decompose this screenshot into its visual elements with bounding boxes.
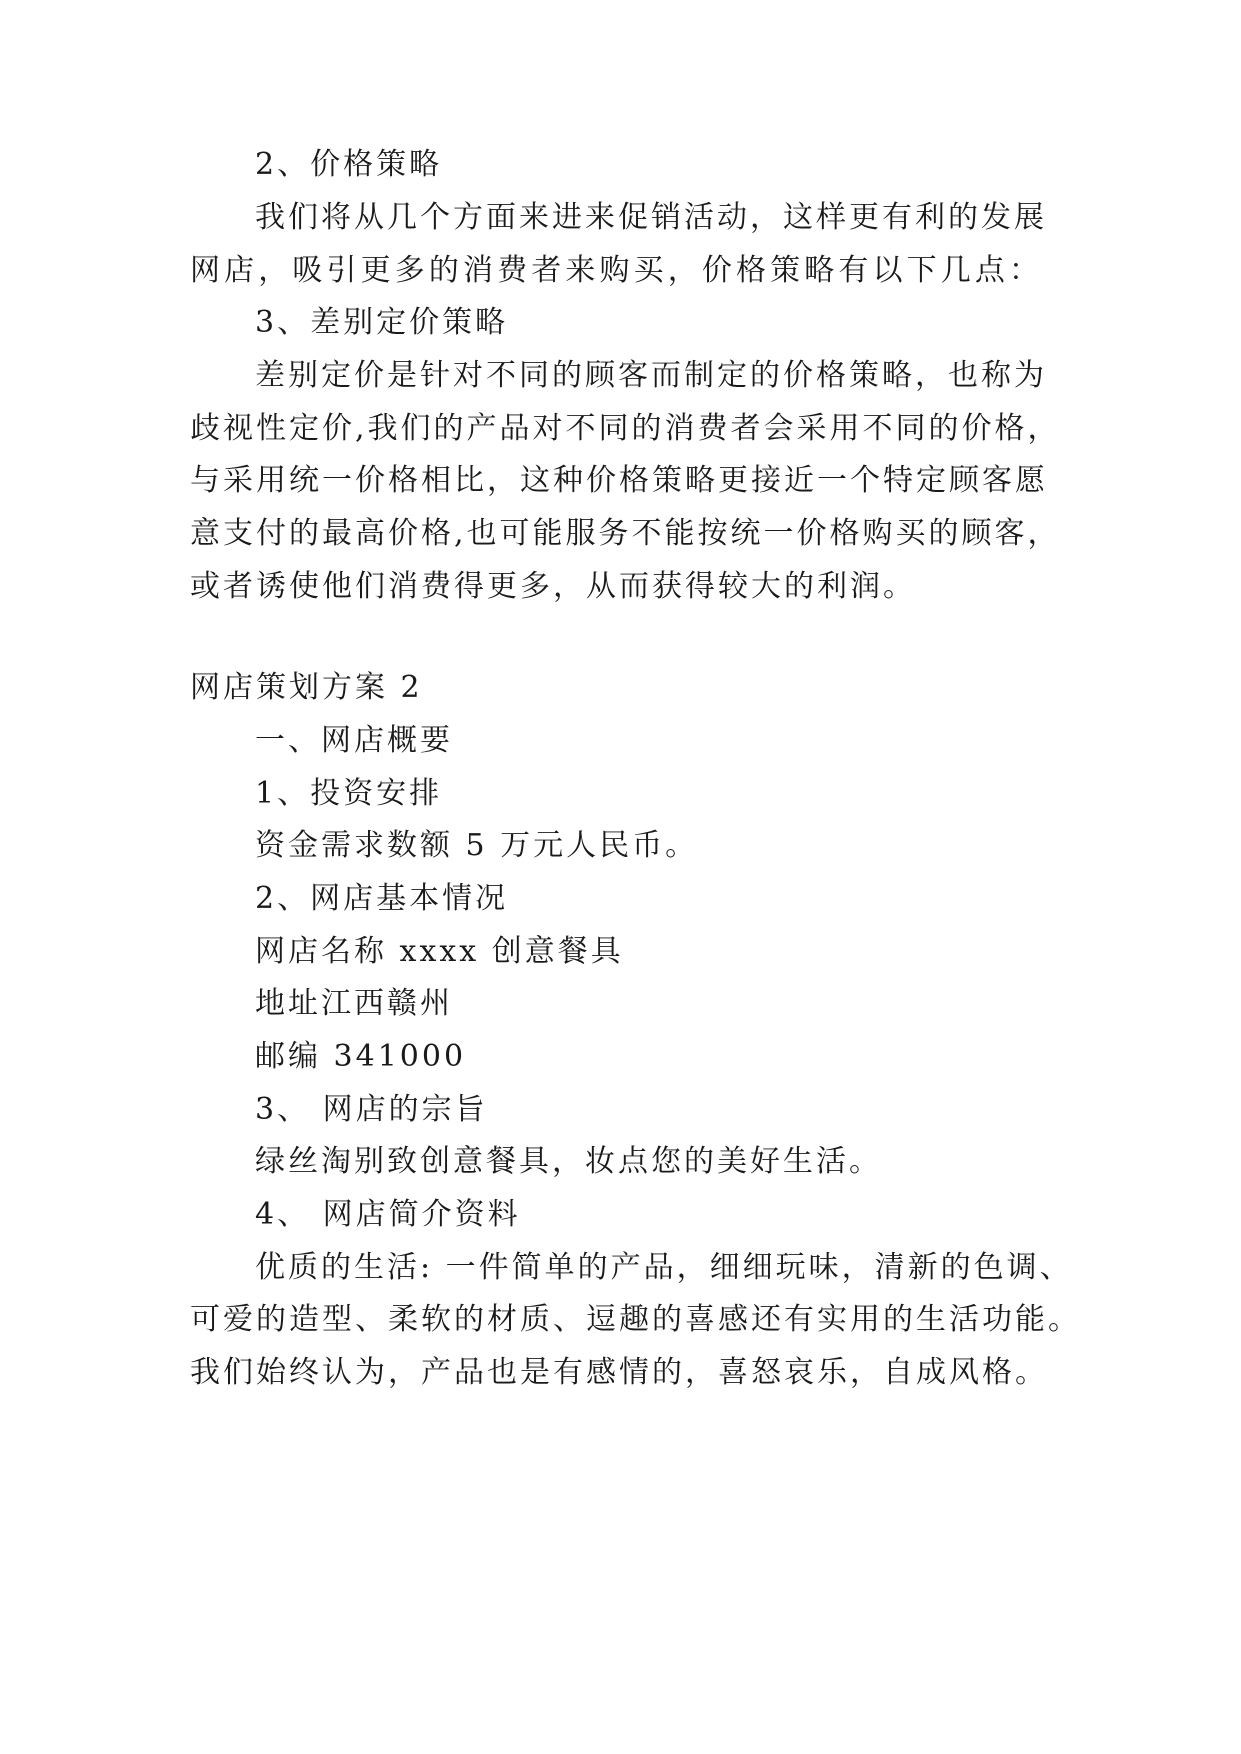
paragraph-line: 网店，吸引更多的消费者来购买，价格策略有以下几点： xyxy=(190,253,1042,288)
heading-differential-pricing: 3、差别定价策略 xyxy=(255,305,509,340)
shop-address: 地址江西赣州 xyxy=(255,986,453,1021)
paragraph-line: 意支付的最高价格,也可能服务不能按统一价格购买的顾客， xyxy=(190,516,1061,551)
heading-basic-info: 2、网店基本情况 xyxy=(255,881,509,916)
paragraph-line: 差别定价是针对不同的顾客而制定的价格策略，也称为 xyxy=(255,358,1047,393)
paragraph-line: 或者诱使他们消费得更多，从而获得较大的利润。 xyxy=(190,569,916,604)
paragraph-line: 歧视性定价,我们的产品对不同的消费者会采用不同的价格， xyxy=(190,411,1061,446)
shop-postcode: 邮编 341000 xyxy=(255,1039,467,1074)
investment-text: 资金需求数额 5 万元人民币。 xyxy=(255,828,699,863)
purpose-text: 绿丝淘别致创意餐具，妆点您的美好生活。 xyxy=(255,1144,882,1179)
paragraph-line: 与采用统一价格相比，这种价格策略更接近一个特定顾客愿 xyxy=(190,463,1048,498)
heading-price-strategy: 2、价格策略 xyxy=(255,147,443,182)
paragraph-line: 可爱的造型、柔软的材质、逗趣的喜感还有实用的生活功能。 xyxy=(190,1302,1081,1337)
section-title: 网店策划方案 2 xyxy=(190,670,423,705)
heading-profile: 4、 网店简介资料 xyxy=(255,1197,521,1232)
heading-purpose: 3、 网店的宗旨 xyxy=(255,1092,488,1127)
paragraph-line: 我们始终认为，产品也是有感情的，喜怒哀乐，自成风格。 xyxy=(190,1355,1048,1390)
heading-overview: 一、网店概要 xyxy=(255,723,453,758)
paragraph-line: 优质的生活: 一件简单的产品，细细玩味，清新的色调、 xyxy=(255,1250,1073,1285)
paragraph-line: 我们将从几个方面来进来促销活动，这样更有利的发展 xyxy=(255,200,1047,235)
heading-investment: 1、投资安排 xyxy=(255,776,443,811)
shop-name: 网店名称 xxxx 创意餐具 xyxy=(255,934,624,969)
